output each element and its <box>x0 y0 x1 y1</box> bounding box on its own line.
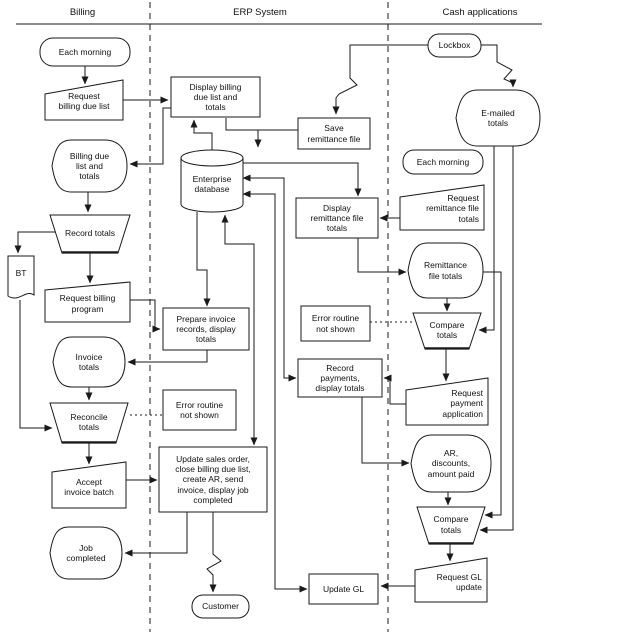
node-bt-label: BT <box>15 267 27 278</box>
node-error-routine-right-shape <box>301 306 370 341</box>
node-request-payment-application-shape <box>406 378 488 425</box>
node-invoice-totals-label: Invoice totals <box>75 351 103 372</box>
node-compare-totals-2-shape <box>417 507 485 544</box>
node-billing-due-list-totals-shape <box>52 140 127 192</box>
node-record-totals-label: Record totals <box>64 227 116 238</box>
edge-lockbox-to-save-remittance <box>336 45 428 114</box>
lane-title-billing: Billing <box>69 6 96 18</box>
edge-save-remittance-junction <box>226 118 298 130</box>
node-prepare-invoice-records-shape <box>163 308 249 350</box>
node-request-remittance-totals-label: Request remittance file totals <box>426 193 479 224</box>
node-each-morning-cash-label: Each morning <box>416 156 470 167</box>
node-update-sales-order-shape <box>159 447 267 512</box>
node-enterprise-database-top <box>181 150 243 166</box>
node-bt-shape <box>8 256 34 298</box>
node-remittance-file-totals-label: Remittance file totals <box>424 260 467 281</box>
node-each-morning-billing-shape <box>40 38 130 66</box>
node-customer-shape <box>192 595 249 618</box>
edge-display-remittance-to-remittance-totals <box>358 238 406 272</box>
node-lockbox-label: Lockbox <box>438 40 471 51</box>
node-update-gl-label: Update GL <box>322 583 365 594</box>
node-emailed-totals-label: E-mailed totals <box>481 107 515 128</box>
edge-request-program-to-prepare-invoice <box>130 300 160 329</box>
lane-title-erp-system: ERP System <box>233 6 287 18</box>
node-accept-invoice-batch-label: Accept invoice batch <box>64 476 114 497</box>
node-prepare-invoice-records-label: Prepare invoice records, display totals <box>176 313 236 344</box>
node-display-remittance-totals-shape <box>296 198 378 238</box>
node-error-routine-left-label: Error routine not shown <box>175 399 224 420</box>
node-error-routine-right-label: Error routine not shown <box>311 313 360 334</box>
node-each-morning-billing-label: Each morning <box>58 46 112 57</box>
nodes-layer <box>8 34 540 618</box>
node-request-gl-update-label: Request GL update <box>436 571 482 592</box>
node-compare-totals-2-label: Compare totals <box>433 514 469 535</box>
edge-update-sales-to-customer <box>207 512 221 592</box>
node-enterprise-database-label: Enterprise database <box>192 173 232 194</box>
node-job-completed-label: Job completed <box>66 542 106 563</box>
node-lockbox-shape <box>428 34 481 57</box>
edge-lockbox-to-emailed-totals <box>481 45 513 87</box>
node-invoice-totals-shape <box>53 337 125 387</box>
lane-title-cash-applications: Cash applications <box>442 6 518 18</box>
edge-prepare-invoice-to-invoice-totals <box>128 350 207 362</box>
edge-database-to-display-billing <box>194 120 212 150</box>
node-display-remittance-totals-label: Display remittance file totals <box>310 202 364 233</box>
edge-request-payment-to-record-payments <box>384 378 406 404</box>
node-reconcile-totals-shape <box>50 403 128 443</box>
node-each-morning-cash-shape <box>403 150 483 174</box>
node-reconcile-totals-label: Reconcile totals <box>70 411 108 432</box>
edge-record-payments-to-ar-display <box>362 397 409 463</box>
node-save-remittance-file-shape <box>298 118 370 149</box>
node-display-billing-due-shape <box>171 77 260 117</box>
node-update-sales-order-label: Update sales order, close billing due list, create AR, send invoice, display job completed <box>175 454 251 505</box>
node-request-gl-update-shape <box>415 558 487 602</box>
edge-emailed-to-compare1 <box>479 146 494 330</box>
node-ar-discounts-label: AR, discounts, amount paid <box>427 448 475 479</box>
node-billing-due-list-totals-label: Billing due list and totals <box>69 150 110 181</box>
node-compare-totals-1-shape <box>413 313 481 349</box>
edge-update-sales-to-job-completed <box>125 512 187 553</box>
edge-database-record-payments-rw <box>243 178 296 378</box>
node-request-payment-application-label: Request payment application <box>442 388 483 419</box>
node-record-totals-shape <box>50 215 130 253</box>
node-request-billing-due-list-label: Request billing due list <box>58 90 110 111</box>
node-display-billing-due-label: Display billing due list and totals <box>189 81 242 112</box>
edge-database-to-prepare-invoice <box>197 212 207 306</box>
node-emailed-totals-shape <box>456 90 540 146</box>
edge-database-update-gl-rw <box>243 194 307 589</box>
node-record-payments-label: Record payments, display totals <box>315 362 365 393</box>
edge-database-to-display-remittance <box>243 163 358 196</box>
node-update-gl-shape <box>309 574 378 604</box>
node-error-routine-left-shape <box>163 390 236 430</box>
node-customer-label: Customer <box>202 601 239 612</box>
node-compare-totals-1-label: Compare totals <box>429 319 465 340</box>
node-save-remittance-file-label: Save remittance file <box>307 123 361 144</box>
edge-record-totals-to-bt <box>18 232 58 253</box>
node-accept-invoice-batch-shape <box>52 462 126 508</box>
node-request-billing-due-list-shape <box>45 80 123 120</box>
node-request-remittance-totals-shape <box>400 185 484 230</box>
node-request-billing-program-shape <box>45 282 130 322</box>
node-remittance-file-totals-shape <box>408 243 483 298</box>
node-ar-discounts-shape <box>411 435 491 492</box>
node-job-completed-shape <box>50 527 122 579</box>
node-record-payments-shape <box>298 359 382 397</box>
node-request-billing-program-label: Request billing program <box>59 293 116 314</box>
